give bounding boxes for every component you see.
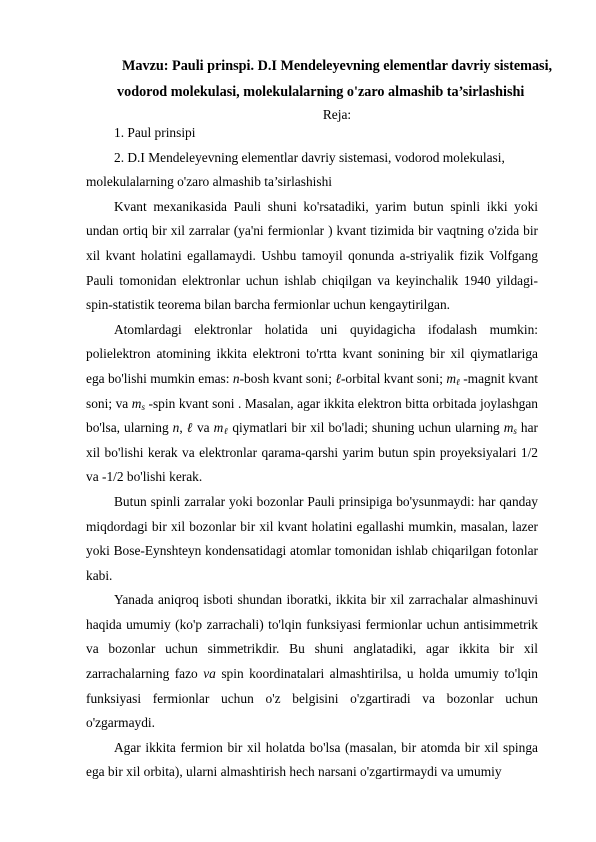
document-title-line-2: vodorod molekulasi, molekulalarning o'zaro almashib ta’sirlashishi bbox=[117, 84, 525, 100]
symbol-m: m bbox=[503, 420, 514, 436]
text-span: , bbox=[179, 420, 187, 436]
symbol-subscript-l: ℓ bbox=[223, 426, 229, 437]
symbol-n: n bbox=[232, 370, 240, 386]
symbol-l: ℓ bbox=[186, 420, 193, 436]
paragraph-wave-function bbox=[86, 588, 538, 736]
symbol-subscript-s: s bbox=[513, 426, 517, 437]
text-span: spin koordinatalari almashtirilsa, u holda umumiy to'lqin funksiyasi fermionlar uchun o'z belgisini o'zgartiradi va bozonlar uchun o'zgarmaydi. bbox=[86, 666, 538, 731]
document-title-line-1: Mavzu: Pauli prinspi. D.I Mendeleyevning elementlar davriy sistemasi, bbox=[122, 58, 553, 74]
symbol-m: m bbox=[131, 395, 142, 411]
symbol-m: m bbox=[446, 370, 456, 386]
italic-word: va bbox=[203, 666, 216, 682]
text-span: qiymatlari bir xil bo'ladi; shuning uchun ularning bbox=[228, 420, 504, 436]
paragraph-pauli-principle: Kvant mexanikasida Pauli shuni ko'rsatadiki, yarim butun spinli ikki yoki undan ortiq bir xil zarralar (ya'ni fermionlar ) kvant tizimida bir vaqtning o'zida bir xil kvant holatini egallamaydi. Ushbu tamoyil qonunda a-striyalik fizik Volfgang Pauli tomonidan elektronlar uchun ishlab chiqilgan va keyinchalik 1940 yildagi- spin-statistik teorema bilan barcha fermionlar uchun kengaytirilgan. bbox=[86, 198, 538, 313]
symbol-l: ℓ bbox=[335, 370, 341, 386]
text-span: va bbox=[192, 420, 214, 436]
text-span: -orbital kvant soni; bbox=[340, 370, 447, 386]
text-span: -spin kvant soni . Masalan, agar ikkita elektron bitta orbitada joylashgan bo'lsa, ularning bbox=[86, 395, 538, 436]
symbol-subscript-s: s bbox=[141, 401, 145, 412]
plan-item-2: 2. D.I Mendeleyevning elementlar davriy sistemasi, vodorod molekulasi, molekulalarning o'zaro almashib ta’sirlashishi bbox=[86, 149, 505, 190]
paragraph-two-fermions: Agar ikkita fermion bir xil holatda bo'lsa (masalan, bir atomda bir xil spinga ega bir xil orbita), ularni almashtirish hech narsani o'zgartirmaydi va umumiy bbox=[86, 739, 538, 780]
plan-heading: Reja: bbox=[322, 107, 352, 122]
text-span: Yanada aniqroq isboti shundan iboratki, ikkita bir xil zarrachalar almashinuvi haqida umumiy (ko'p zarrachali) to'lqin funksiyasi fermionlar uchun antisimmetrik va bozonlar uchun simmetrikdir. Bu shuni anglatadiki, agar ikkita bir xil zarrachalarning fazo bbox=[86, 592, 538, 682]
text-span: -magnit kvant soni; va bbox=[86, 370, 539, 411]
plan-item-1: 1. Paul prinsipi bbox=[114, 125, 196, 140]
text-span: -bosh kvant soni; bbox=[239, 370, 336, 386]
document-body bbox=[86, 121, 538, 785]
symbol-subscript-l: ℓ bbox=[455, 376, 460, 387]
text-span: Atomlardagi elektronlar holatida uni quyidagicha ifodalash mumkin: polielektron atomining ikkita elektroni to'rtta kvant sonining bir xil qiymatlariga ega bo'lishi mumkin emas: bbox=[86, 321, 538, 386]
symbol-n: n bbox=[172, 420, 180, 436]
text-span: har xil bo'lishi kerak va elektronlar qarama-qarshi yarim butun spin proyeksiyalari 1/2 va -1/2 bo'lishi kerak. bbox=[86, 420, 539, 485]
paragraph-bosons: Butun spinli zarralar yoki bozonlar Pauli prinsipiga bo'ysunmaydi: har qanday miqdordagi bir xil bozonlar bir xil kvant holatini egallashi mumkin, masalan, lazer yoki Bose-Eynshteyn kondensatidagi atomlar tomonidan ishlab chiqarilgan fotonlar kabi. bbox=[86, 493, 538, 583]
symbol-m: m bbox=[213, 420, 224, 436]
paragraph-atomic-electrons bbox=[86, 318, 538, 490]
